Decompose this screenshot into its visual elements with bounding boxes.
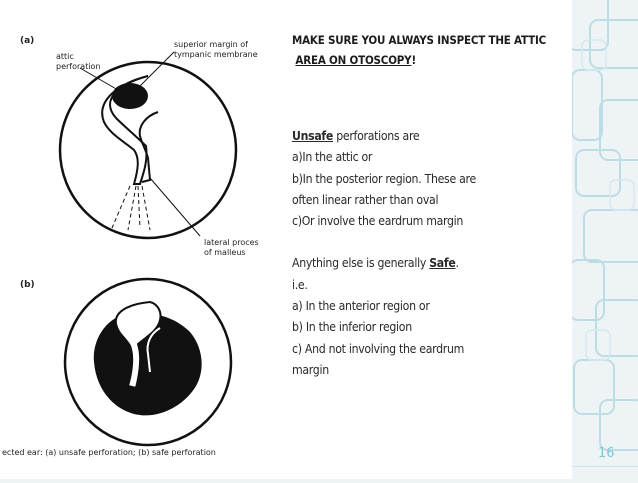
eardrum-figure xyxy=(0,0,286,479)
safe-keyword: Safe xyxy=(429,256,456,271)
lateral-process-label: lateral proces of malleus xyxy=(204,238,259,257)
banner-line-1: MAKE SURE YOU ALWAYS INSPECT THE ATTIC xyxy=(292,33,546,47)
safe-heading xyxy=(292,253,562,274)
safe-item: a) In the anterior region or xyxy=(292,299,430,314)
unsafe-heading-rest: perforations are xyxy=(333,129,420,143)
safe-item: c) And not involving the eardrum xyxy=(292,341,465,356)
paragraph-gap xyxy=(292,232,562,253)
unsafe-item: b)In the posterior region. These are xyxy=(292,171,476,186)
safe-intro: Anything else is generally xyxy=(292,256,430,271)
safe-period: . xyxy=(455,256,459,271)
page-number-rule xyxy=(572,466,638,467)
banner-line-2 xyxy=(292,50,572,70)
unsafe-heading xyxy=(292,126,562,147)
figure-caption: ected ear: (a) unsafe perforation; (b) safe perforation xyxy=(2,448,216,457)
figure-label-a: (a) xyxy=(20,36,35,46)
diagram-unsafe-perforation xyxy=(60,52,236,238)
unsafe-item: often linear rather than oval xyxy=(292,192,439,207)
attic-perforation-label: attic perforation xyxy=(56,52,101,71)
superior-margin-label: superior margin of tympanic membrane xyxy=(174,40,258,59)
unsafe-keyword: Unsafe xyxy=(292,129,334,143)
attic-inspection-banner xyxy=(292,30,572,70)
unsafe-item: c)Or involve the eardrum margin xyxy=(292,214,464,229)
safe-item: margin xyxy=(292,362,329,377)
figure-label-b: (b) xyxy=(20,280,35,290)
unsafe-item: a)In the attic or xyxy=(292,150,373,165)
ie-label: i.e. xyxy=(292,277,308,292)
diagram-safe-perforation xyxy=(65,279,231,445)
banner-exclamation: ! xyxy=(411,53,416,67)
page-number: 16 xyxy=(598,446,615,461)
perforation-classification-text xyxy=(292,126,562,381)
safe-item: b) In the inferior region xyxy=(292,320,412,335)
banner-underlined-text: AREA ON OTOSCOPY xyxy=(295,53,412,67)
